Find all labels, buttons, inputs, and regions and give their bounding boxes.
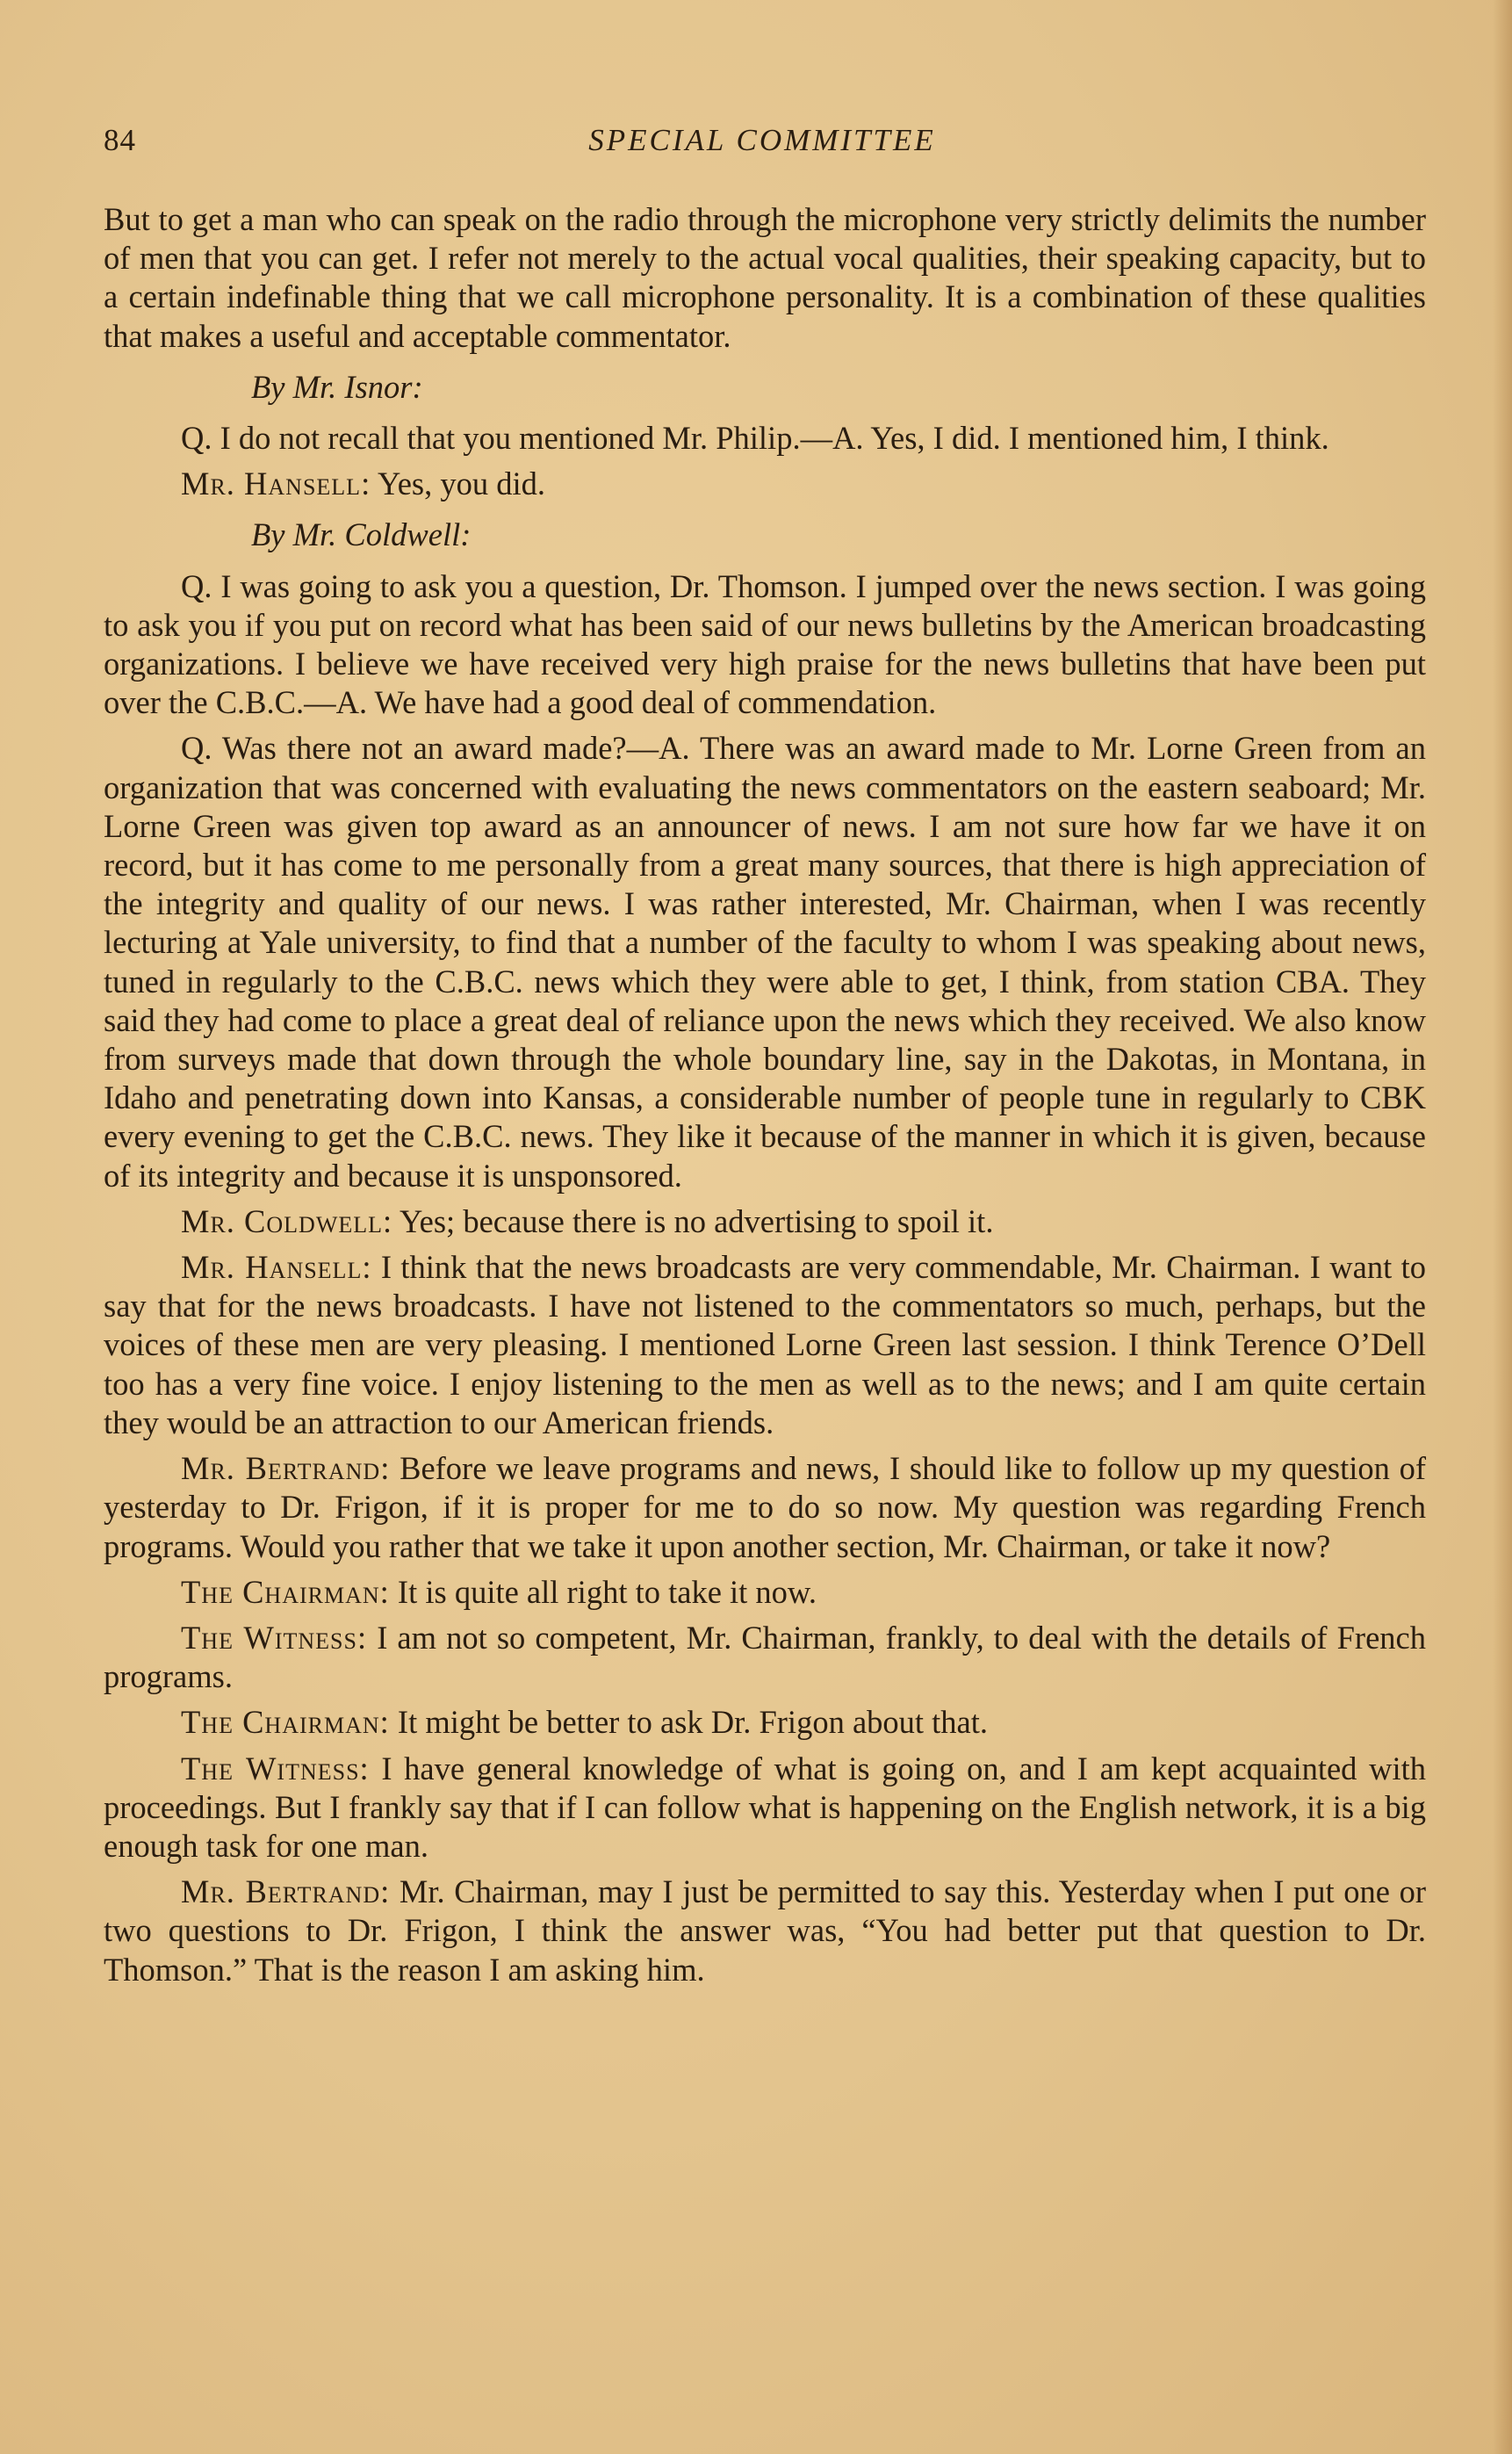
running-head: SPECIAL COMMITTEE	[588, 123, 936, 157]
paragraph-text: Before we leave programs and news, I should like to follow up my question of yesterday to Dr. Frigon, if it is proper for me to do so now. My question was regarding French programs. Would you rather that we take it upon another section, Mr. Chairman, or take it now?	[104, 1450, 1427, 1564]
page-edge-shadow	[1493, 0, 1512, 2454]
speaker-name: Mr. Bertrand:	[181, 1873, 391, 1910]
paragraph	[104, 200, 1426, 356]
paragraph	[104, 729, 1426, 1195]
speech-paragraph	[104, 1619, 1426, 1696]
paragraph-text: By Mr. Isnor:	[251, 368, 423, 405]
speaker-name: The Chairman:	[181, 1573, 390, 1610]
paragraph-text: Q. I do not recall that you mentioned Mr. Philip.—A. Yes, I did. I mentioned him, I think.	[181, 420, 1329, 457]
examiner-heading	[104, 368, 1426, 407]
page-header	[104, 123, 1438, 167]
speaker-name: Mr. Coldwell:	[181, 1202, 393, 1239]
speaker-name: The Witness:	[181, 1619, 368, 1656]
speaker-name: The Chairman:	[181, 1704, 390, 1741]
paragraph-text: Mr. Chairman, may I just be permitted to say this. Yesterday when I put one or two questions to Dr. Frigon, I think the answer was, “You had better put that question to Dr. Thomson.” That is the reason I am asking him.	[104, 1873, 1427, 1988]
paragraph-text: Q. I was going to ask you a question, Dr. Thomson. I jumped over the news section. I was going to ask you if you put on record what has been said of our news bulletins by the American broadcasting organizations. I believe we have received very high praise for the news bulletins that have been put over the C.B.C.—A. We have had a good deal of commendation.	[104, 567, 1426, 721]
paragraph-text: By Mr. Coldwell:	[251, 516, 472, 553]
body-text	[104, 200, 1426, 1996]
paragraph-text: But to get a man who can speak on the radio through the microphone very strictly delimits the number of men that you can get. I refer not merely to the actual vocal qualities, their speaking capacity, but to a certain indefinable thing that we call microphone personality. It is a combination of these qualities that makes a useful and acceptable commentator.	[104, 201, 1426, 354]
speech-paragraph	[104, 1202, 1426, 1241]
speech-paragraph	[104, 1703, 1426, 1742]
speech-paragraph	[104, 1750, 1426, 1866]
paragraph-text: I am not so competent, Mr. Chairman, frankly, to deal with the details of French programs.	[104, 1619, 1426, 1695]
speech-paragraph	[104, 465, 1426, 503]
page-number: 84	[104, 123, 136, 157]
paragraph-text: I think that the news broadcasts are very commendable, Mr. Chairman. I want to say that for the news broadcasts. I have not listened to the commentators so much, perhaps, but the voices of these men are very pleasing. I mentioned Lorne Green last session. I think Terence O’Dell too has a very fine voice. I enjoy listening to the men as well as to the news; and I am quite certain they would be an attraction to our American friends.	[104, 1249, 1426, 1440]
paragraph	[104, 419, 1426, 458]
speaker-name: Mr. Hansell:	[181, 1249, 372, 1286]
paragraph	[104, 567, 1426, 723]
speaker-name: Mr. Bertrand:	[181, 1450, 391, 1487]
speech-paragraph	[104, 1873, 1426, 1989]
paragraph-text: Q. Was there not an award made?—A. There was an award made to Mr. Lorne Green from an organization that was concerned with evaluating the news commentators on the eastern seaboard; Mr. Lorne Green was given top award as an announcer of news. I am not sure how far we have it on record, but it has come to me personally from a great many sources, that there is high appreciation of the integrity and quality of our news. I was rather interested, Mr. Chairman, when I was recently lecturing at Yale university, to find that a number of the faculty to whom I was speaking about news, tuned in regularly to the C.B.C. news which they were able to get, I think, from station CBA. They said they had come to place a great deal of reliance upon the news which they received. We also know from surveys made that down through the whole boundary line, say in the Dakotas, in Montana, in Idaho and penetrating down into Kansas, a considerable number of people tune in regularly to CBK every evening to get the C.B.C. news. They like it because of the manner in which it is given, because of its integrity and because it is unsponsored.	[104, 730, 1426, 1194]
paragraph-text: I have general knowledge of what is going on, and I am kept acquainted with proceedings. But I frankly say that if I can follow what is happening on the English network, it is a big enough task for one man.	[104, 1750, 1426, 1864]
speech-paragraph	[104, 1248, 1426, 1442]
speaker-name: Mr. Hansell:	[181, 466, 371, 502]
paragraph-text: It might be better to ask Dr. Frigon about that.	[397, 1704, 989, 1741]
examiner-heading	[104, 516, 1426, 554]
paragraph-text: Yes, you did.	[378, 466, 546, 502]
speech-paragraph	[104, 1449, 1426, 1566]
speaker-name: The Witness:	[181, 1750, 370, 1786]
paragraph-text: It is quite all right to take it now.	[397, 1573, 817, 1610]
paragraph-text: Yes; because there is no advertising to spoil it.	[399, 1202, 994, 1239]
speech-paragraph	[104, 1573, 1426, 1612]
